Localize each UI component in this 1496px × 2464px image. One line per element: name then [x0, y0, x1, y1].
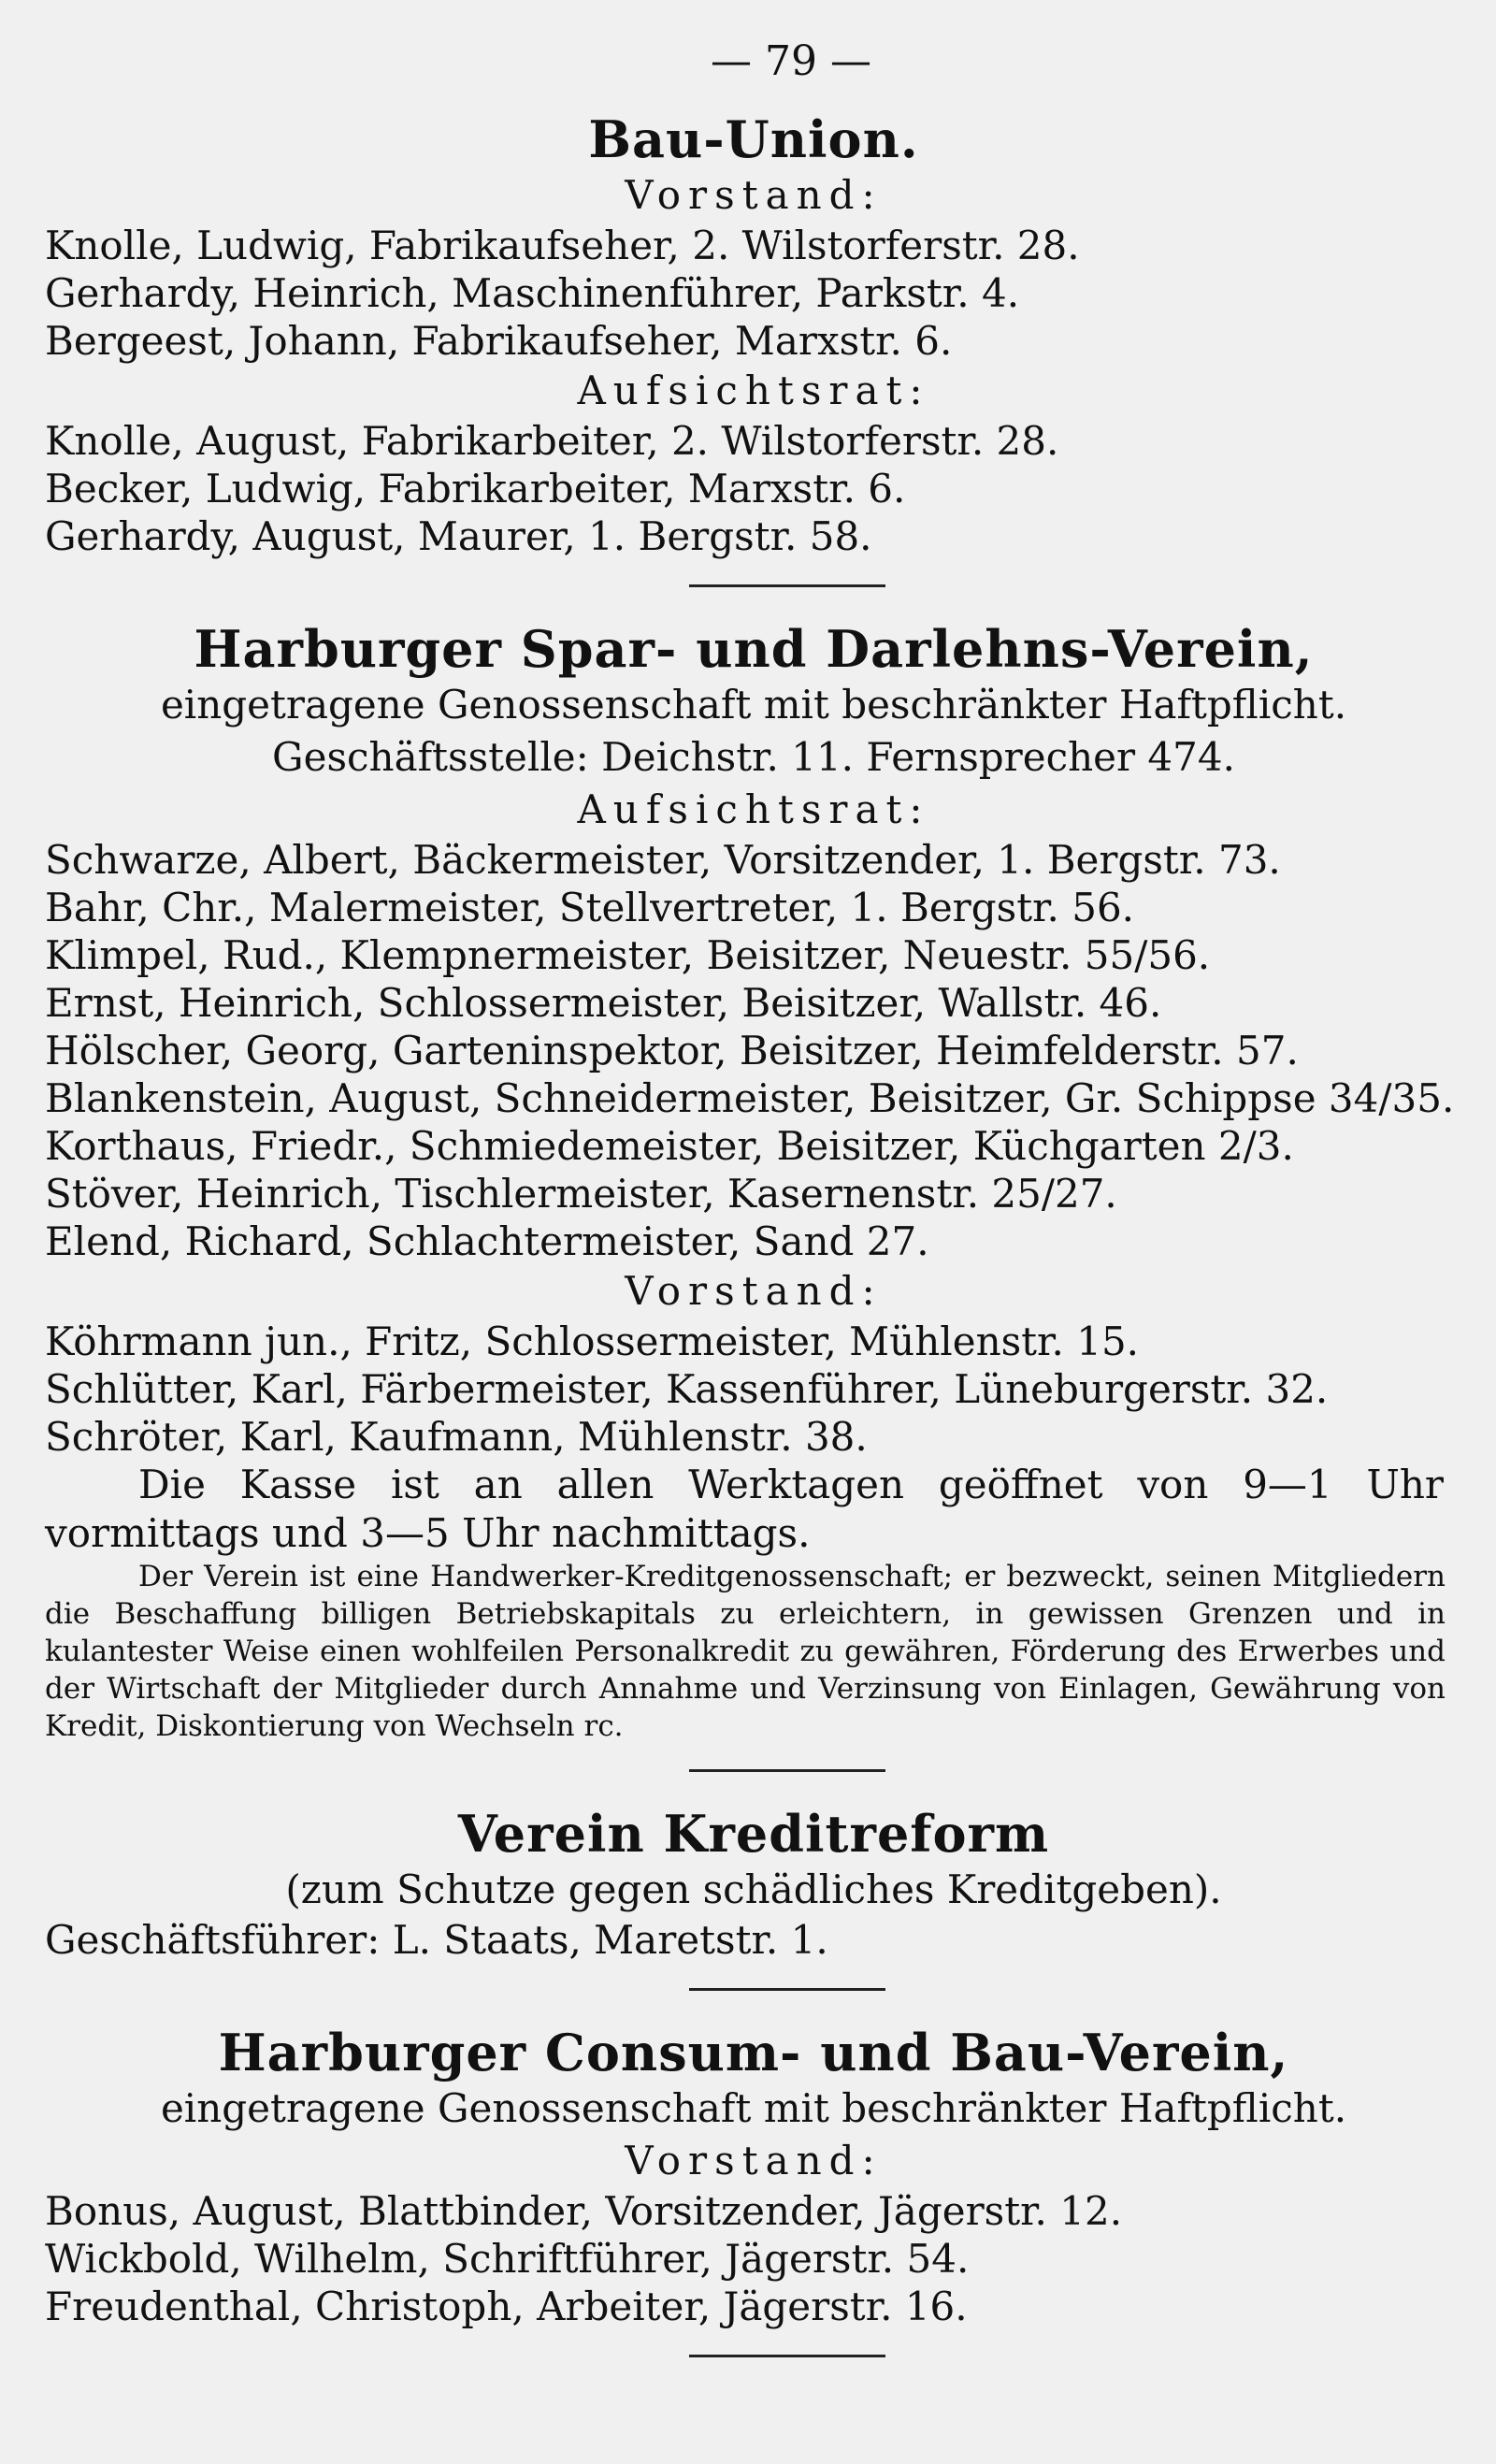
member-entry: Elend, Richard, Schlachtermeister, Sand 27. — [45, 1218, 929, 1264]
member-entry: Bergeest, Johann, Fabrikaufseher, Marxstr. 6. — [45, 318, 953, 364]
page-number: — 79 — — [711, 37, 871, 85]
section-subtitle: eingetragene Genossenschaft mit beschränkter Haftpflicht. — [160, 682, 1347, 728]
member-entry: Becker, Ludwig, Fabrikarbeiter, Marxstr. 6. — [45, 466, 906, 512]
member-entry: Hölscher, Georg, Garteninspektor, Beisitzer, Heimfelderstr. 57. — [45, 1028, 1299, 1073]
member-entry: Köhrmann jun., Fritz, Schlossermeister, Mühlenstr. 15. — [45, 1318, 1140, 1364]
member-entry: Stöver, Heinrich, Tischlermeister, Kasernenstr. 25/27. — [45, 1171, 1117, 1217]
vorstand-label: Vorstand: — [625, 172, 883, 218]
opening-hours: Die Kasse ist an allen Werktagen geöffnet von 9—1 Uhr vormittags und 3—5 Uhr nachmittags. — [45, 1462, 1444, 1556]
section-title: Verein Kreditreform — [457, 1804, 1050, 1864]
manager-entry: Geschäftsführer: L. Staats, Maretstr. 1. — [45, 1917, 828, 1963]
vorstand-label: Vorstand: — [625, 1268, 883, 1314]
member-entry: Blankenstein, August, Schneidermeister, Beisitzer, Gr. Schippse 34/35. — [45, 1075, 1455, 1121]
member-entry: Bahr, Chr., Malermeister, Stellvertreter, 1. Bergstr. 56. — [45, 885, 1135, 930]
association-note: Der Verein ist eine Handwerker-Kreditgenossenschaft; er bezweckt, seinen Mitgliedern die Beschaffung billigen Betriebskapitals zu erleichtern, in gewissen Grenzen und in kulantester Weise einen wohlfeilen Personalkredit zu gewähren, Förderung des Erwerbes und der Wirtschaft der Mitglieder durch Annahme und Verzinsung von Einlagen, Gewährung von Kredit, Diskontierung von Wechseln rc. — [45, 1560, 1446, 1743]
member-entry: Korthaus, Friedr., Schmiedemeister, Beisitzer, Küchgarten 2/3. — [45, 1123, 1294, 1169]
section-subtitle: (zum Schutze gegen schädliches Kreditgeben). — [285, 1866, 1222, 1912]
member-entry: Ernst, Heinrich, Schlossermeister, Beisitzer, Wallstr. 46. — [45, 980, 1162, 1026]
office-line: Geschäftsstelle: Deichstr. 11. Fernsprecher 474. — [272, 734, 1235, 780]
member-entry: Wickbold, Wilhelm, Schriftführer, Jägerstr. 54. — [45, 2236, 970, 2282]
section-spar-verein — [45, 619, 1462, 1745]
member-entry: Gerhardy, Heinrich, Maschinenführer, Parkstr. 4. — [45, 270, 1020, 316]
section-title: Bau-Union. — [588, 109, 919, 169]
member-entry: Schröter, Karl, Kaufmann, Mühlenstr. 38. — [45, 1414, 868, 1460]
member-entry: Klimpel, Rud., Klempnermeister, Beisitzer, Neuestr. 55/56. — [45, 932, 1211, 978]
section-title: Harburger Consum- und Bau-Verein, — [218, 2023, 1289, 2082]
section-title: Harburger Spar- und Darlehns-Verein, — [194, 619, 1314, 679]
member-entry: Schwarze, Albert, Bäckermeister, Vorsitzender, 1. Bergstr. 73. — [45, 837, 1281, 883]
vorstand-label: Vorstand: — [625, 2138, 883, 2183]
section-divider — [689, 584, 885, 587]
member-entry: Knolle, August, Fabrikarbeiter, 2. Wilstorferstr. 28. — [45, 418, 1059, 464]
section-divider — [689, 1988, 885, 1991]
aufsichtsrat-label: Aufsichtsrat: — [577, 367, 930, 413]
section-divider — [689, 2355, 885, 2357]
member-entry: Bonus, August, Blattbinder, Vorsitzender, Jägerstr. 12. — [45, 2188, 1123, 2234]
member-entry: Freudenthal, Christoph, Arbeiter, Jägerstr. 16. — [45, 2284, 968, 2329]
section-kreditreform — [45, 1804, 1462, 1964]
section-consum-verein — [45, 2023, 1462, 2330]
member-entry: Schlütter, Karl, Färbermeister, Kassenführer, Lüneburgerstr. 32. — [45, 1366, 1329, 1412]
section-bau-union — [45, 109, 1462, 560]
section-subtitle: eingetragene Genossenschaft mit beschränkter Haftpflicht. — [160, 2085, 1347, 2131]
member-entry: Gerhardy, August, Maurer, 1. Bergstr. 58. — [45, 513, 872, 559]
section-divider — [689, 1769, 885, 1772]
member-entry: Knolle, Ludwig, Fabrikaufseher, 2. Wilstorferstr. 28. — [45, 223, 1080, 268]
aufsichtsrat-label: Aufsichtsrat: — [577, 786, 930, 832]
